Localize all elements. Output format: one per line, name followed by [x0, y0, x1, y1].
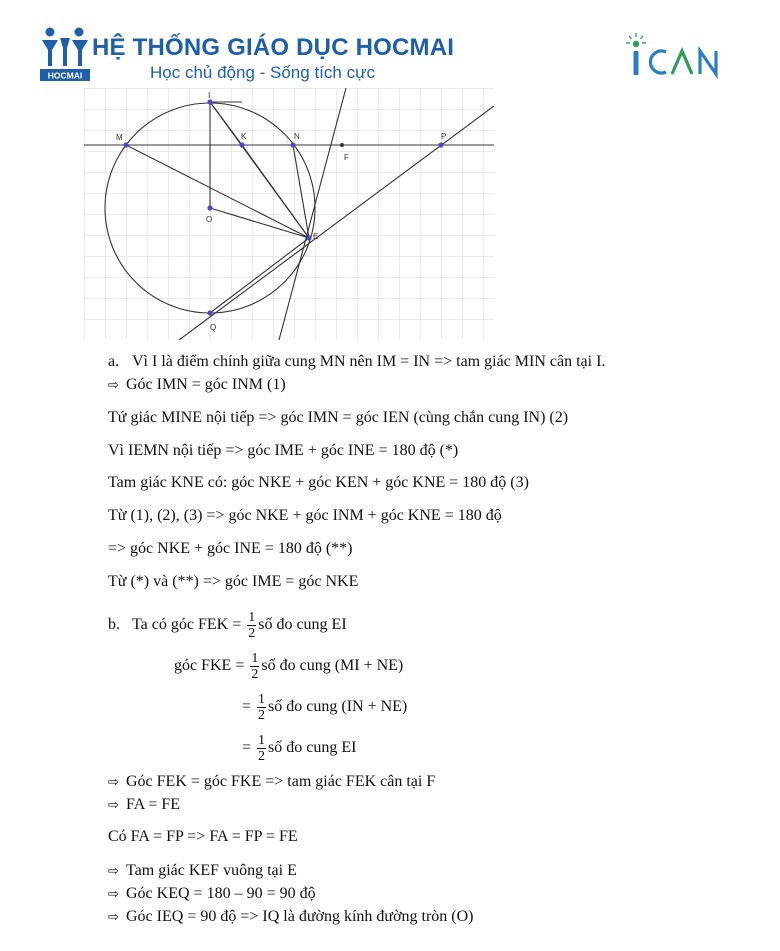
brand-title: HỆ THỐNG GIÁO DỤC HOCMAI: [92, 34, 455, 61]
part-b-line-5: ⇨ Góc FEK = góc FKE => tam giác FEK cân tại F: [108, 772, 435, 793]
fraction-half: $\frac{1}{2}$: [258, 732, 266, 764]
label-n: N: [294, 132, 300, 141]
page-header: [0, 0, 780, 90]
label-m: M: [116, 133, 123, 142]
part-b-line-1: b. Ta có góc FEK = $\frac{1}{2}$ số đo cung EI: [108, 609, 347, 641]
arrow-icon: ⇨: [108, 378, 119, 393]
part-a-line-8: Từ (*) và (**) => góc IME = góc NKE: [108, 573, 359, 590]
arrow-icon: ⇨: [108, 775, 119, 790]
part-a-line-7: => góc NKE + góc INE = 180 độ (**): [108, 540, 353, 557]
arrow-icon: ⇨: [108, 798, 119, 813]
part-a-line-2: ⇨ Góc IMN = góc INM (1): [108, 375, 286, 396]
arrow-icon: ⇨: [108, 910, 119, 925]
logo-caption: HOCMAI: [47, 70, 83, 81]
brand-slogan: Học chủ động - Sống tích cực: [150, 63, 375, 82]
part-b-line-3: = $\frac{1}{2}$ số đo cung (IN + NE): [242, 691, 408, 723]
ican-logo-icon: [622, 30, 732, 80]
label-f: F: [344, 153, 349, 162]
part-a-line-4: Vì IEMN nội tiếp => góc IME + góc INE = 180 độ (*): [108, 442, 459, 459]
part-b-line-4: = $\frac{1}{2}$ số đo cung EI: [242, 732, 357, 764]
part-b-line-10: ⇨ Góc IEQ = 90 độ => IQ là đường kính đường tròn (O): [108, 907, 474, 928]
label-p: P: [441, 132, 447, 141]
part-b-marker: b.: [108, 616, 120, 633]
part-a-line-1: a. Vì I là điểm chính giữa cung MN nên IM = IN => tam giác MIN cân tại I.: [108, 353, 606, 370]
part-b-line-2: góc FKE = $\frac{1}{2}$ số đo cung (MI + NE): [174, 650, 404, 682]
hocmai-logo-icon: [40, 26, 90, 82]
label-k: K: [241, 132, 247, 141]
part-b-line-6: ⇨ FA = FE: [108, 795, 180, 816]
fraction-half: $\frac{1}{2}$: [248, 609, 256, 641]
geometry-figure: [84, 88, 494, 340]
fraction-half: $\frac{1}{2}$: [258, 691, 266, 723]
arrow-icon: ⇨: [108, 887, 119, 902]
part-a-line-6: Từ (1), (2), (3) => góc NKE + góc INM + góc KNE = 180 độ: [108, 507, 502, 524]
arrow-icon: ⇨: [108, 864, 119, 879]
label-q: Q: [210, 323, 217, 332]
label-e: E: [313, 232, 319, 241]
label-i: I: [208, 91, 211, 100]
part-a-marker: a.: [108, 353, 120, 370]
part-b-line-9: ⇨ Góc KEQ = 180 – 90 = 90 độ: [108, 884, 316, 905]
part-a-line-5: Tam giác KNE có: góc NKE + góc KEN + góc KNE = 180 độ (3): [108, 474, 529, 491]
part-b-line-8: ⇨ Tam giác KEF vuông tại E: [108, 861, 297, 882]
part-a-line-3: Tứ giác MINE nội tiếp => góc IMN = góc IEN (cùng chắn cung IN) (2): [108, 409, 569, 426]
fraction-half: $\frac{1}{2}$: [251, 650, 259, 682]
part-b-line-7: Có FA = FP => FA = FP = FE: [108, 828, 298, 845]
label-o: O: [206, 215, 213, 224]
